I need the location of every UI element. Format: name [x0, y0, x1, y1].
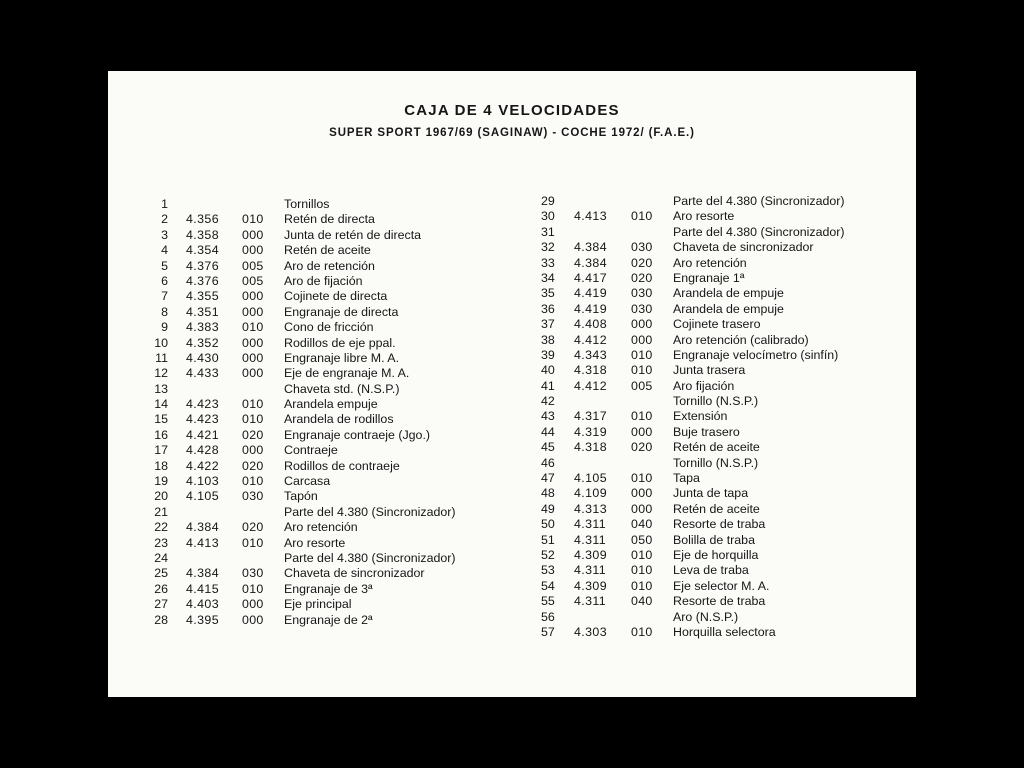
part-number: 12 [154, 366, 168, 381]
part-description: Eje principal [284, 597, 352, 612]
part-description: Engranaje velocímetro (sinfín) [673, 347, 839, 362]
part-number: 30 [541, 209, 555, 224]
part-code-main: 4.355 [186, 289, 220, 304]
part-description: Horquilla selectora [673, 624, 776, 639]
part-number: 44 [541, 424, 555, 439]
part-code-main: 4.309 [574, 578, 608, 593]
part-description: Arandela de empuje [673, 286, 784, 301]
part-number: 2 [161, 212, 168, 227]
part-description: Resorte de traba [673, 517, 766, 532]
part-number: 11 [155, 350, 168, 365]
part-code-main: 4.395 [186, 612, 220, 627]
part-description: Parte del 4.380 (Sincronizador) [673, 194, 845, 208]
part-number: 13 [154, 381, 168, 396]
part-code-suffix: 000 [631, 501, 653, 516]
part-description: Aro retención [284, 520, 358, 535]
part-code-suffix: 030 [242, 489, 264, 504]
part-description: Aro retención (calibrado) [673, 332, 809, 347]
part-code-suffix: 000 [242, 227, 264, 242]
part-description: Aro resorte [284, 535, 346, 550]
part-description: Tapón [284, 489, 318, 504]
part-code-main: 4.412 [574, 332, 608, 347]
part-code-main: 4.384 [186, 520, 220, 535]
part-code-suffix: 010 [242, 397, 264, 412]
part-number: 42 [541, 394, 555, 409]
part-number: 34 [541, 270, 555, 285]
part-code-suffix: 000 [242, 335, 264, 350]
part-number: 51 [541, 532, 555, 547]
part-description: Junta trasera [673, 363, 746, 378]
part-code-main: 4.428 [186, 443, 220, 458]
part-number: 3 [161, 227, 168, 242]
part-number: 45 [541, 440, 555, 455]
part-description: Engranaje 1ª [673, 270, 745, 285]
part-description: Buje trasero [673, 424, 740, 439]
part-description: Arandela de empuje [673, 301, 784, 316]
part-description: Eje selector M. A. [673, 578, 770, 593]
part-number: 50 [541, 517, 555, 532]
part-description: Cojinete de directa [284, 289, 388, 304]
part-number: 55 [541, 594, 555, 609]
part-code-main: 4.415 [186, 581, 220, 596]
part-description: Junta de retén de directa [284, 227, 422, 242]
part-description: Tapa [673, 471, 700, 486]
part-number: 18 [154, 458, 168, 473]
part-description: Junta de tapa [673, 486, 749, 501]
part-code-suffix: 010 [242, 535, 264, 550]
part-description: Engranaje libre M. A. [284, 350, 400, 365]
part-code-suffix: 040 [631, 517, 653, 532]
part-number: 4 [161, 243, 168, 258]
part-number: 47 [541, 471, 555, 486]
part-description: Parte del 4.380 (Sincronizador) [673, 224, 845, 239]
part-number: 46 [541, 455, 555, 470]
part-description: Engranaje contraeje (Jgo.) [284, 427, 431, 442]
part-code-main: 4.423 [186, 412, 220, 427]
part-code-suffix: 005 [242, 273, 264, 288]
part-code-suffix: 030 [242, 566, 264, 581]
part-description: Cono de fricción [284, 320, 374, 335]
part-description: Chaveta de sincronizador [673, 240, 814, 255]
part-description: Rodillos de eje ppal. [284, 335, 396, 350]
part-description: Tornillo (N.S.P.) [673, 394, 759, 409]
part-code-suffix: 000 [631, 486, 653, 501]
part-code-main: 4.354 [186, 243, 220, 258]
part-code-suffix: 010 [631, 624, 653, 639]
page-subtitle: SUPER SPORT 1967/69 (SAGINAW) - COCHE 1972/ (F.A.E.) [329, 127, 695, 139]
part-number: 43 [541, 409, 555, 424]
part-number: 6 [161, 273, 168, 288]
part-number: 49 [541, 501, 555, 516]
part-description: Aro resorte [673, 209, 735, 224]
part-code-suffix: 020 [242, 520, 264, 535]
part-description: Aro (N.S.P.) [673, 609, 739, 624]
part-number: 35 [541, 286, 555, 301]
part-code-suffix: 030 [631, 301, 653, 316]
part-description: Engranaje de directa [284, 304, 399, 319]
part-code-suffix: 000 [631, 317, 653, 332]
part-number: 21 [154, 504, 168, 519]
part-number: 27 [154, 597, 168, 612]
part-code-suffix: 005 [631, 378, 653, 393]
part-code-suffix: 010 [242, 412, 264, 427]
part-number: 33 [541, 255, 555, 270]
part-code-main: 4.356 [186, 212, 220, 227]
part-code-suffix: 005 [242, 258, 264, 273]
part-code-main: 4.105 [186, 489, 220, 504]
part-number: 48 [541, 486, 555, 501]
part-description: Eje de horquilla [673, 547, 759, 562]
part-description: Retén de aceite [673, 501, 760, 516]
part-description: Carcasa [284, 474, 331, 489]
part-description: Cojinete trasero [673, 317, 761, 332]
part-code-main: 4.384 [186, 566, 220, 581]
part-code-main: 4.313 [574, 501, 608, 516]
part-code-main: 4.419 [574, 286, 608, 301]
part-code-main: 4.319 [574, 424, 608, 439]
part-description: Aro fijación [673, 378, 735, 393]
part-code-suffix: 040 [631, 594, 653, 609]
part-code-suffix: 000 [242, 304, 264, 319]
part-number: 25 [154, 566, 168, 581]
part-code-suffix: 000 [242, 612, 264, 627]
part-number: 23 [154, 535, 168, 550]
part-number: 22 [154, 520, 168, 535]
part-code-main: 4.433 [186, 366, 220, 381]
part-code-main: 4.383 [186, 320, 220, 335]
part-number: 10 [154, 335, 168, 350]
part-code-suffix: 010 [631, 347, 653, 362]
part-number: 28 [154, 612, 168, 627]
part-code-main: 4.412 [574, 378, 608, 393]
part-number: 54 [541, 578, 555, 593]
part-number: 41 [541, 378, 555, 393]
part-code-main: 4.318 [574, 363, 608, 378]
part-code-main: 4.384 [574, 255, 608, 270]
part-code-main: 4.376 [186, 273, 220, 288]
part-number: 52 [541, 547, 555, 562]
part-number: 36 [541, 301, 555, 316]
part-code-suffix: 000 [242, 366, 264, 381]
part-description: Retén de directa [284, 212, 375, 227]
part-code-main: 4.311 [574, 594, 607, 609]
part-number: 1 [161, 197, 168, 211]
part-description: Aro de retención [284, 258, 375, 273]
part-code-suffix: 010 [242, 581, 264, 596]
part-code-main: 4.422 [186, 458, 220, 473]
part-code-main: 4.318 [574, 440, 608, 455]
part-description: Leva de traba [673, 563, 749, 578]
part-code-suffix: 010 [631, 563, 653, 578]
part-code-suffix: 020 [242, 458, 264, 473]
part-code-suffix: 010 [242, 320, 264, 335]
part-code-main: 4.351 [186, 304, 220, 319]
part-description: Engranaje de 3ª [284, 581, 373, 596]
part-number: 57 [541, 624, 555, 639]
part-code-suffix: 010 [631, 547, 653, 562]
part-number: 7 [161, 289, 168, 304]
part-number: 17 [154, 443, 168, 458]
part-number: 24 [154, 550, 168, 565]
part-code-main: 4.408 [574, 317, 608, 332]
part-code-suffix: 020 [631, 440, 653, 455]
part-code-main: 4.419 [574, 301, 608, 316]
part-description: Retén de aceite [284, 243, 371, 258]
part-code-suffix: 020 [631, 255, 653, 270]
part-code-main: 4.430 [186, 350, 220, 365]
part-code-suffix: 020 [242, 427, 264, 442]
part-number: 20 [154, 489, 168, 504]
part-number: 56 [541, 609, 555, 624]
part-number: 14 [154, 397, 168, 412]
part-code-suffix: 010 [631, 409, 653, 424]
part-code-main: 4.413 [186, 535, 220, 550]
part-description: Extensión [673, 409, 728, 424]
part-code-main: 4.413 [574, 209, 608, 224]
part-number: 29 [541, 194, 555, 208]
part-code-main: 4.317 [574, 409, 608, 424]
part-code-main: 4.105 [574, 471, 608, 486]
part-number: 53 [541, 563, 555, 578]
part-code-main: 4.309 [574, 547, 608, 562]
part-number: 39 [541, 347, 555, 362]
part-code-suffix: 030 [631, 286, 653, 301]
part-description: Eje de engranaje M. A. [284, 366, 410, 381]
part-description: Bolilla de traba [673, 532, 755, 547]
part-number: 31 [541, 224, 555, 239]
part-code-main: 4.376 [186, 258, 220, 273]
part-description: Arandela de rodillos [284, 412, 394, 427]
part-code-suffix: 010 [631, 471, 653, 486]
part-code-suffix: 000 [631, 332, 653, 347]
part-number: 16 [154, 427, 168, 442]
part-code-main: 4.403 [186, 597, 220, 612]
part-code-suffix: 010 [242, 474, 264, 489]
part-code-suffix: 010 [631, 363, 653, 378]
part-description: Retén de aceite [673, 440, 760, 455]
part-code-suffix: 050 [631, 532, 653, 547]
part-code-main: 4.343 [574, 347, 608, 362]
part-code-main: 4.303 [574, 624, 608, 639]
part-code-suffix: 030 [631, 240, 653, 255]
part-number: 19 [154, 474, 168, 489]
part-number: 40 [541, 363, 555, 378]
part-description: Chaveta std. (N.S.P.) [284, 381, 400, 396]
part-code-suffix: 010 [631, 578, 653, 593]
part-code-main: 4.421 [186, 427, 220, 442]
part-code-suffix: 000 [242, 443, 264, 458]
part-code-suffix: 000 [242, 350, 264, 365]
part-code-main: 4.109 [574, 486, 608, 501]
part-description: Engranaje de 2ª [284, 612, 373, 627]
part-description: Resorte de traba [673, 594, 766, 609]
part-number: 38 [541, 332, 555, 347]
part-description: Parte del 4.380 (Sincronizador) [284, 550, 456, 565]
part-code-main: 4.103 [186, 474, 220, 489]
part-number: 32 [541, 240, 555, 255]
part-description: Contraeje [284, 443, 338, 458]
document-page [108, 71, 916, 697]
part-code-suffix: 000 [631, 424, 653, 439]
part-code-suffix: 000 [242, 597, 264, 612]
part-description: Rodillos de contraeje [284, 458, 400, 473]
part-number: 37 [541, 317, 555, 332]
part-description: Arandela empuje [284, 397, 378, 412]
part-code-suffix: 010 [631, 209, 653, 224]
part-code-main: 4.311 [574, 532, 607, 547]
part-code-main: 4.417 [574, 270, 608, 285]
part-number: 8 [161, 304, 168, 319]
part-description: Tornillos [284, 197, 330, 211]
part-code-suffix: 000 [242, 243, 264, 258]
part-code-suffix: 020 [631, 270, 653, 285]
part-description: Aro de fijación [284, 273, 363, 288]
part-code-suffix: 000 [242, 289, 264, 304]
part-number: 5 [161, 258, 168, 273]
part-number: 9 [161, 320, 168, 335]
part-description: Parte del 4.380 (Sincronizador) [284, 504, 456, 519]
part-code-main: 4.423 [186, 397, 220, 412]
part-description: Chaveta de sincronizador [284, 566, 425, 581]
part-number: 15 [154, 412, 168, 427]
part-code-main: 4.311 [574, 563, 607, 578]
page-title: CAJA DE 4 VELOCIDADES [404, 102, 620, 119]
part-description: Aro retención [673, 255, 747, 270]
part-code-suffix: 010 [242, 212, 264, 227]
part-number: 26 [154, 581, 168, 596]
part-code-main: 4.311 [574, 517, 607, 532]
part-code-main: 4.352 [186, 335, 220, 350]
part-code-main: 4.384 [574, 240, 608, 255]
part-description: Tornillo (N.S.P.) [673, 455, 759, 470]
part-code-main: 4.358 [186, 227, 220, 242]
